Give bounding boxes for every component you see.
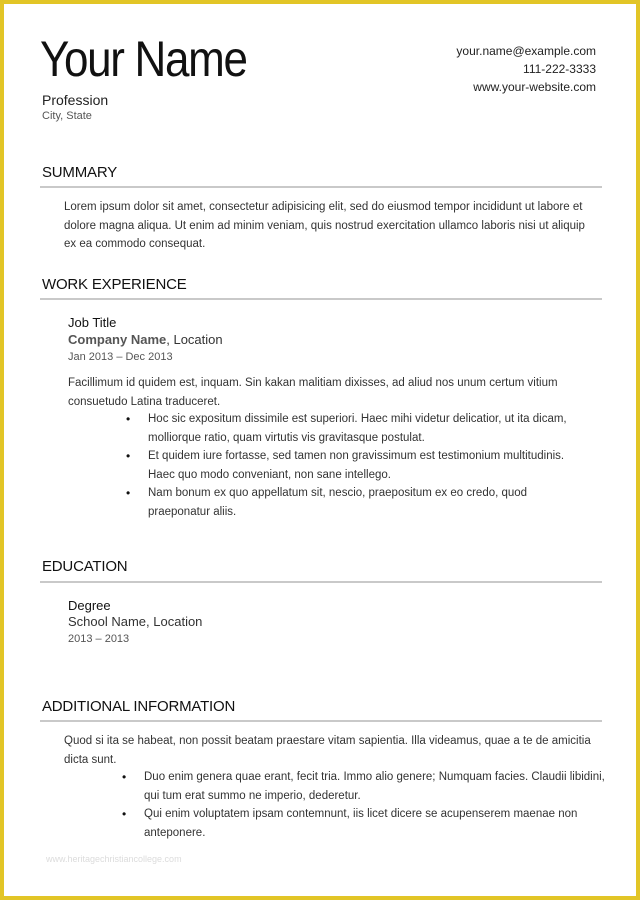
divider	[40, 186, 602, 188]
list-item: • Qui enim voluptatem ipsam contemnunt, iis licet dicere se acupenserem maenae non anteponere.	[122, 807, 578, 839]
list-item: • Hoc sic expositum dissimile est superiori. Haec mihi videtur delicatior, ut ita dicam, molliorque ratio, quam virtutis vis gravitasque postulat.	[126, 412, 567, 444]
section-title-additional: ADDITIONAL INFORMATION	[42, 698, 236, 715]
job-title: Job Title	[68, 315, 117, 330]
summary-text: Lorem ipsum dolor sit amet, consectetur adipisicing elit, sed do eiusmod tempor incididunt ut labore et dolore magna aliqua. Ut enim ad minim veniam, quis nostrud exercitation ullamco laboris nisi ut aliquip ex ea commodo consequat.	[64, 201, 585, 250]
watermark: www.heritagechristiancollege.com	[46, 854, 182, 864]
profession: Profession	[42, 92, 109, 108]
job-dates: Jan 2013 – Dec 2013	[68, 351, 173, 363]
additional-text: Quod si ita se habeat, non possit beatam praestare vitam sapientia. Illa videamus, quae a te de amicitia dicta sunt.	[64, 735, 591, 766]
divider	[40, 581, 602, 583]
education-dates: 2013 – 2013	[68, 633, 130, 645]
job-bullet-list	[126, 410, 578, 521]
company-location: , Location	[166, 332, 223, 347]
divider	[40, 720, 602, 722]
contact-block	[456, 42, 596, 96]
section-title-work: WORK EXPERIENCE	[42, 276, 187, 293]
additional-bullet-list	[122, 768, 606, 842]
school-name: School Name, Location	[68, 614, 203, 629]
divider	[40, 298, 602, 300]
section-title-summary: SUMMARY	[42, 164, 117, 181]
city-state: City, State	[42, 110, 92, 122]
job-description: Facillimum id quidem est, inquam. Sin kakan malitiam dixisses, ad aliud nos unum certum vitium consuetudo Latina traduceret.	[68, 377, 558, 408]
list-item: • Et quidem iure fortasse, sed tamen non gravissimum est testimonium multitudinis. Haec quo modo conveniant, non sane intellego.	[126, 449, 565, 481]
section-title-education: EDUCATION	[42, 558, 128, 575]
degree: Degree	[68, 598, 111, 613]
list-item: • Nam bonum ex quo appellatum sit, nescio, praepositum ex eo credo, quod praeponatur aliis.	[126, 486, 528, 518]
email: your.name@example.com	[456, 44, 596, 58]
resume-name: Your Name	[40, 31, 247, 87]
phone: 111-222-3333	[523, 62, 596, 76]
website: www.your-website.com	[473, 80, 596, 94]
list-item: • Duo enim genera quae erant, fecit tria. Immo alio genere; Numquam facies. Claudii libidini, qui tum erat summo ne imperio, dederetur.	[122, 770, 605, 802]
company-line	[68, 332, 223, 347]
company-name: Company Name	[68, 332, 167, 347]
